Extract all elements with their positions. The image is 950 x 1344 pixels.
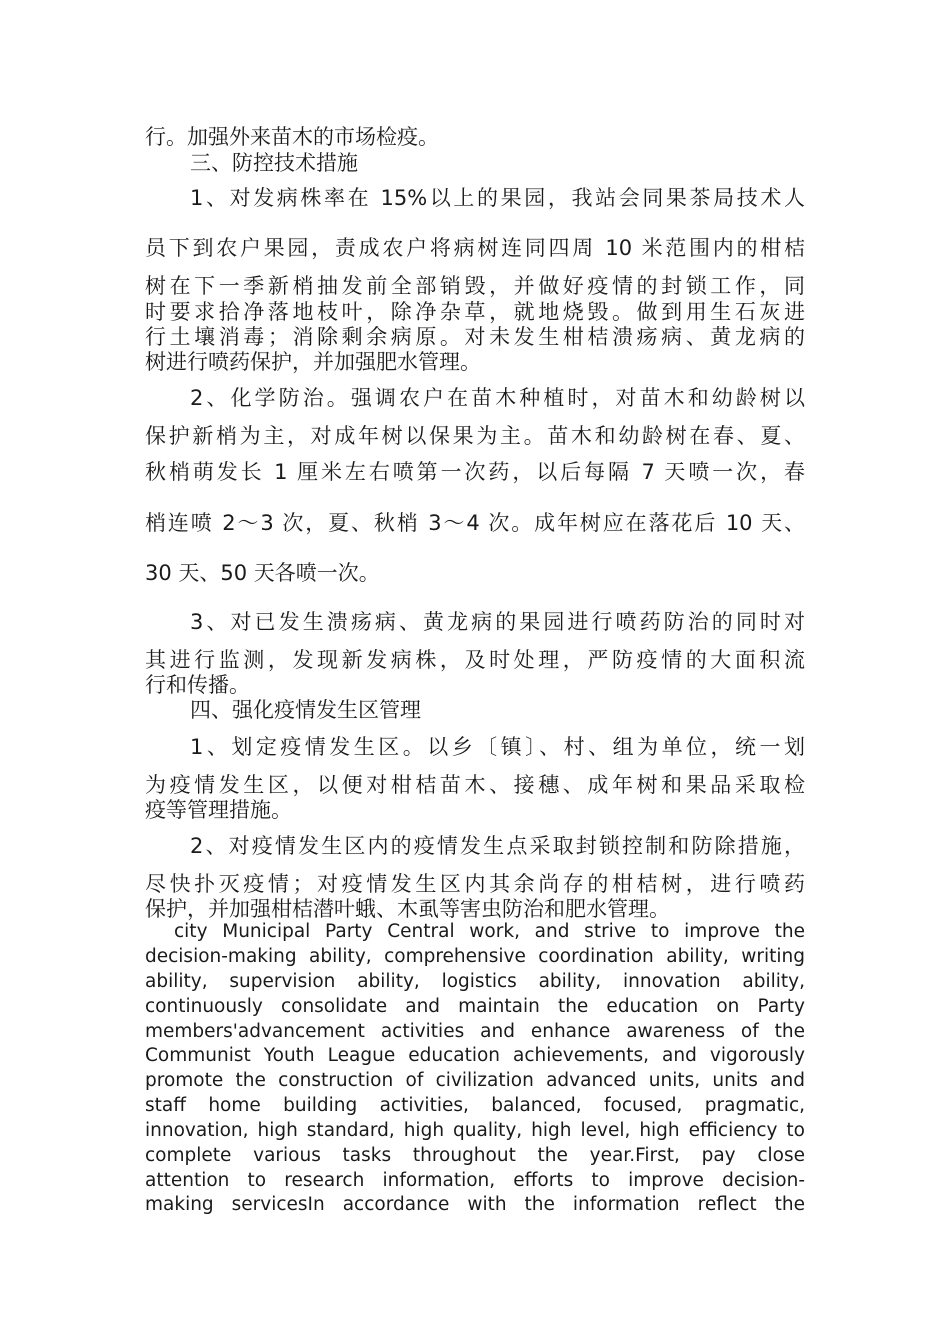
text-line: 秋梢萌发长 1 厘米左右喷第一次药，以后每隔 7 天喷一次，春 (145, 460, 805, 484)
text-line: 3、对已发生溃疡病、黄龙病的果园进行喷药防治的同时对 (190, 610, 805, 634)
section-heading: 四、强化疫情发生区管理 (190, 698, 421, 722)
text-line: 尽快扑灭疫情；对疫情发生区内其余尚存的柑桔树，进行喷药 (145, 872, 805, 896)
text-line: 其进行监测，发现新发病株，及时处理，严防疫情的大面积流 (145, 648, 805, 672)
text-line: 时要求拾净落地枝叶，除净杂草，就地烧毁。做到用生石灰进 (145, 300, 805, 324)
text-line: 行和传播。 (145, 673, 250, 697)
english-line: Communist Youth League education achievements, and vigorously (145, 1045, 805, 1066)
text-line: 1、划定疫情发生区。以乡〔镇〕、村、组为单位，统一划 (190, 735, 805, 759)
text-line: 1、对发病株率在 15%以上的果园，我站会同果茶局技术人 (190, 186, 805, 210)
text-line: 2、化学防治。强调农户在苗木种植时，对苗木和幼龄树以 (190, 386, 805, 410)
english-line: staff home building activities, balanced, focused, pragmatic, (145, 1095, 805, 1116)
english-line: continuously consolidate and maintain the education on Party (145, 996, 805, 1017)
text-line: 保护新梢为主，对成年树以保果为主。苗木和幼龄树在春、夏、 (145, 424, 805, 448)
english-line: complete various tasks throughout the year.First, pay close (145, 1145, 805, 1166)
text-line: 树进行喷药保护，并加强肥水管理。 (145, 350, 481, 374)
text-line: 行。加强外来苗木的市场检疫。 (145, 125, 439, 149)
text-line: 员下到农户果园，责成农户将病树连同四周 10 米范围内的柑桔 (145, 236, 805, 260)
section-heading: 三、防控技术措施 (190, 151, 358, 175)
english-line: promote the construction of civilization advanced units, units and (145, 1070, 805, 1091)
english-line: city Municipal Party Central work, and strive to improve the (174, 921, 805, 942)
text-line: 2、对疫情发生区内的疫情发生点采取封锁控制和防除措施， (190, 834, 805, 858)
english-line: attention to research information, efforts to improve decision- (145, 1170, 805, 1191)
english-line: members'advancement activities and enhance awareness of the (145, 1021, 805, 1042)
english-line: making servicesIn accordance with the information reflect the (145, 1194, 805, 1215)
english-line: ability, supervision ability, logistics ability, innovation ability, (145, 971, 805, 992)
text-line: 树在下一季新梢抽发前全部销毁，并做好疫情的封锁工作，同 (145, 274, 805, 298)
text-line: 30 天、50 天各喷一次。 (145, 561, 380, 585)
text-line: 行土壤消毒；消除剩余病原。对未发生柑桔溃疡病、黄龙病的 (145, 325, 805, 349)
text-line: 梢连喷 2～3 次，夏、秋梢 3～4 次。成年树应在落花后 10 天、 (145, 511, 805, 535)
text-line: 为疫情发生区，以便对柑桔苗木、接穗、成年树和果品采取检 (145, 773, 805, 797)
english-line: decision-making ability, comprehensive coordination ability, writing (145, 946, 805, 967)
text-line: 保护，并加强柑桔潜叶蛾、木虱等害虫防治和肥水管理。 (145, 897, 670, 921)
english-line: innovation, high standard, high quality, high level, high efficiency to (145, 1120, 805, 1141)
text-line: 疫等管理措施。 (145, 798, 292, 822)
